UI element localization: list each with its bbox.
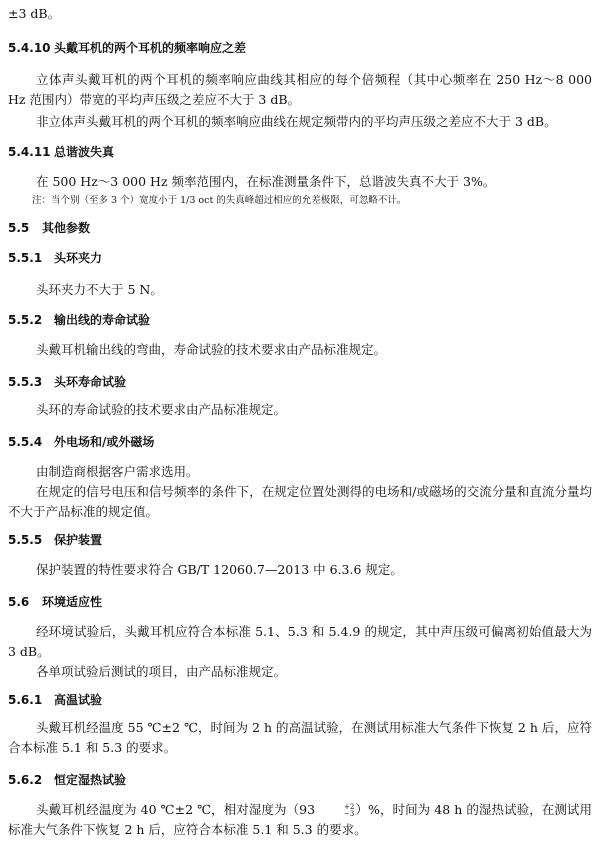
section-title: 头戴耳机的两个耳机的频率响应之差: [54, 41, 247, 55]
heading-5-6-1: [0, 690, 600, 710]
heading-5-5-1: [0, 248, 600, 268]
section-title: 头环寿命试验: [54, 375, 127, 389]
section-number: 5.5.3: [8, 375, 43, 389]
section-title: 保护装置: [54, 533, 103, 547]
paragraph: 头环夹力不大于 5 N。: [36, 282, 163, 297]
note: 注：当个别（至多 3 个）宽度小于 1/3 oct 的失真峰超过相应的允差极限，可忽略不计。: [32, 195, 407, 206]
paragraph: 由制造商根据客户需求选用。: [36, 464, 199, 479]
section-number: 5.6: [8, 595, 30, 609]
paragraph: 头戴耳机输出线的弯曲，寿命试验的技术要求由产品标准规定。: [36, 342, 387, 357]
continued-line: ±3 dB。: [8, 6, 61, 21]
section-number: 5.5.1: [8, 251, 43, 265]
paragraph: 保护装置的特性要求符合 GB/T 12060.7—2013 中 6.3.6 规定。: [36, 562, 403, 577]
tolerance: +2 −3: [344, 802, 355, 818]
heading-5-6: [0, 592, 600, 612]
paragraph: 头环的寿命试验的技术要求由产品标准规定。: [36, 402, 287, 417]
heading-5-5-5: [0, 530, 600, 550]
section-title: 输出线的寿命试验: [54, 313, 151, 327]
heading-5-5-3: [0, 372, 600, 392]
paragraph: 立体声头戴耳机的两个耳机的频率响应曲线其相应的每个倍频程（其中心频率在 250 Hz～8 000 Hz 范围内）带宽的平均声压级之差应不大于 3 dB。: [8, 72, 592, 107]
paragraph: 经环境试验后，头戴耳机应符合本标准 5.1、5.3 和 5.4.9 的规定，其中声压级可偏离初始值最大为 3 dB。: [8, 624, 592, 659]
section-title: 外电场和/或外磁场: [54, 435, 155, 449]
heading-5-5: [0, 218, 600, 238]
paragraph: 在规定的信号电压和信号频率的条件下，在规定位置处测得的电场和/或磁场的交流分量和直流分量均不大于产品标准的规定值。: [8, 484, 592, 519]
section-number: 5.6.1: [8, 693, 43, 707]
section-number: 5.5.2: [8, 313, 43, 327]
section-title: 总谐波失真: [54, 145, 115, 159]
paragraph: 各单项试验后测试的项目，由产品标准规定。: [36, 664, 287, 679]
section-title: 其他参数: [42, 221, 91, 235]
section-title: 环境适应性: [42, 595, 103, 609]
heading-5-5-2: [0, 310, 600, 330]
heading-5-4-11: [0, 142, 600, 162]
section-number: 5.6.2: [8, 773, 43, 787]
paragraph: 非立体声头戴耳机的两个耳机的频率响应曲线在规定频带内的平均声压级之差应不大于 3 dB。: [36, 114, 557, 129]
section-number: 5.5: [8, 221, 30, 235]
section-title: 高温试验: [54, 693, 103, 707]
section-number: 5.4.11: [8, 145, 51, 159]
heading-5-4-10: [0, 38, 600, 58]
paragraph: 头戴耳机经温度 55 ℃±2 ℃，时间为 2 h 的高温试验，在测试用标准大气条件下恢复 2 h 后，应符合本标准 5.1 和 5.3 的要求。: [8, 720, 592, 755]
section-number: 5.4.10: [8, 41, 51, 55]
heading-5-6-2: [0, 770, 600, 790]
section-title: 恒定湿热试验: [54, 773, 127, 787]
section-title: 头环夹力: [54, 251, 103, 265]
heading-5-5-4: [0, 432, 600, 452]
section-number: 5.5.4: [8, 435, 43, 449]
paragraph: 在 500 Hz～3 000 Hz 频率范围内，在标准测量条件下，总谐波失真不大于 3%。: [36, 174, 496, 189]
section-number: 5.5.5: [8, 533, 43, 547]
paragraph: 头戴耳机经温度为 40 ℃±2 ℃，相对湿度为（93 +2 −3 ）%，时间为 48 h 的湿热试验，在测试用标准大气条件下恢复 2 h 后，应符合本标准 5.1 和 5.3 的要求。: [8, 802, 592, 837]
